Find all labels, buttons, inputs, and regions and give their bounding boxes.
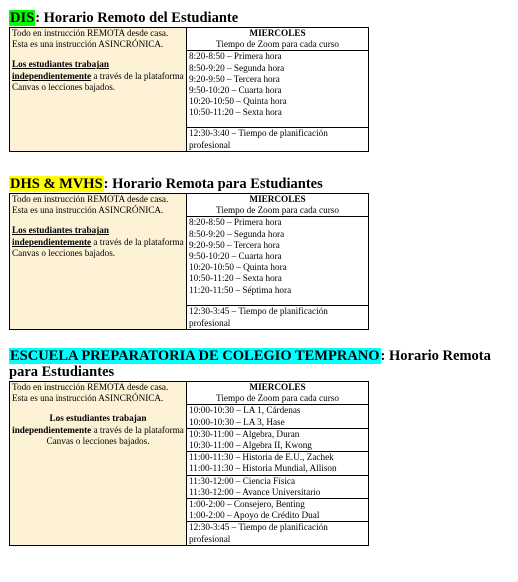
class-row: 1:00-2:00 – Apoyo de Crédito Dual [189, 510, 320, 521]
section-title-text: : Horario Remota [380, 348, 491, 364]
period-row: 9:20-9:50 – Tercera hora [189, 239, 280, 250]
instruction-note: Todo en instrucción REMOTA desde casa. Esta es una instrucción ASINCRÓNICA. [12, 382, 169, 404]
class-group-cell [187, 405, 369, 428]
period-row: 10:20-10:50 – Quinta hora [189, 96, 287, 107]
day-header: MIERCOLES [249, 194, 306, 204]
day-header-cell [187, 194, 369, 217]
planning-cell [187, 522, 369, 545]
independent-note-bold: Los estudiantes trabajan independientemente [12, 413, 147, 435]
day-subheader: Tiempo de Zoom para cada curso [216, 205, 339, 216]
class-group-cell [187, 428, 369, 451]
instruction-note-cell [10, 28, 187, 152]
period-row: 8:20-8:50 – Primera hora [189, 217, 282, 228]
period-row: 10:50-11:20 – Sexta hora [189, 273, 282, 284]
period-row: 9:20-9:50 – Tercera hora [189, 73, 280, 84]
day-subheader: Tiempo de Zoom para cada curso [216, 393, 339, 404]
day-header: MIERCOLES [249, 28, 306, 38]
section-dis [9, 10, 370, 152]
planning-cell [187, 128, 369, 151]
class-group-cell [187, 452, 369, 475]
period-row: 8:50-9:20 – Segunda hora [189, 228, 285, 239]
day-subheader: Tiempo de Zoom para cada curso [216, 39, 339, 50]
class-row: 10:30-11:00 – Algebra, Duran [189, 428, 300, 439]
periods-cell [187, 217, 369, 306]
section-early-college [9, 348, 491, 546]
instruction-note-cell [10, 194, 187, 330]
independent-note-rest: a través de la plataforma Canvas o lecciones bajados. [12, 70, 184, 92]
instruction-note-cell [10, 382, 187, 546]
class-group-cell [187, 499, 369, 522]
schedule-table [9, 193, 369, 330]
class-row: 1:00-2:00 – Consejero, Benting [189, 499, 305, 510]
period-row: 10:50-11:20 – Sexta hora [189, 107, 282, 118]
independent-note [12, 225, 184, 259]
period-row: 8:50-9:20 – Segunda hora [189, 62, 285, 73]
section-title-text: : Horario Remota para Estudiantes [103, 176, 323, 192]
class-row: 11:00-11:30 – Historia de E.U., Zachek [189, 452, 334, 463]
section-title [9, 176, 370, 192]
independent-note [12, 413, 184, 447]
section-dhs-mvhs [9, 176, 370, 330]
independent-note-rest: a través de la plataforma Canvas o lecciones bajados. [12, 236, 184, 258]
planning-time: 12:30-3:40 – Tiempo de planificación profesional [189, 128, 328, 150]
instruction-note: Todo en instrucción REMOTA desde casa. Esta es una instrucción ASINCRÓNICA. [12, 28, 169, 50]
instruction-note: Todo en instrucción REMOTA desde casa. Esta es una instrucción ASINCRÓNICA. [12, 194, 169, 216]
schedule-table [9, 381, 369, 546]
period-row: 11:20-11:50 – Séptima hora [189, 284, 292, 295]
planning-time: 12:30-3:45 – Tiempo de planificación profesional [189, 522, 328, 544]
class-row: 10:00-10:30 – LA 3, Hase [189, 416, 285, 427]
day-header-cell [187, 28, 369, 51]
planning-time: 12:30-3:45 – Tiempo de planificación profesional [189, 306, 328, 328]
class-row: 11:30-12:00 – Avance Universitario [189, 486, 321, 497]
class-row: 11:00-11:30 – Historia Mundial, Allison [189, 463, 337, 474]
section-title [9, 348, 491, 364]
independent-note-rest: a través de la plataforma Canvas o lecciones bajados. [46, 424, 184, 446]
class-group-cell [187, 475, 369, 498]
period-row: 9:50-10:20 – Cuarta hora [189, 251, 282, 262]
section-title-line2: para Estudiantes [9, 364, 115, 380]
period-row: 10:20-10:50 – Quinta hora [189, 262, 287, 273]
school-tag-highlight: DHS & MVHS [10, 176, 103, 192]
class-row: 10:30-11:00 – Algebra II, Kwong [189, 440, 312, 451]
day-header: MIERCOLES [249, 382, 306, 392]
independent-note-bold: Los estudiantes trabajan independientemente [12, 225, 109, 247]
class-row: 10:00-10:30 – LA 1, Cárdenas [189, 405, 301, 416]
day-header-cell [187, 382, 369, 405]
period-row: 9:50-10:20 – Cuarta hora [189, 85, 282, 96]
independent-note [12, 59, 184, 93]
class-row: 11:30-12:00 – Ciencia Física [189, 475, 296, 486]
section-title-text: : Horario Remoto del Estudiante [35, 10, 239, 26]
period-row: 8:20-8:50 – Primera hora [189, 51, 282, 62]
periods-cell [187, 51, 369, 128]
section-title [9, 10, 370, 26]
school-tag-highlight: DIS [10, 10, 35, 26]
planning-cell [187, 306, 369, 329]
schedule-table [9, 27, 369, 152]
independent-note-bold: Los estudiantes trabajan independientemente [12, 59, 109, 81]
school-tag-highlight: ESCUELA PREPARATORIA DE COLEGIO TEMPRANO [10, 348, 380, 364]
